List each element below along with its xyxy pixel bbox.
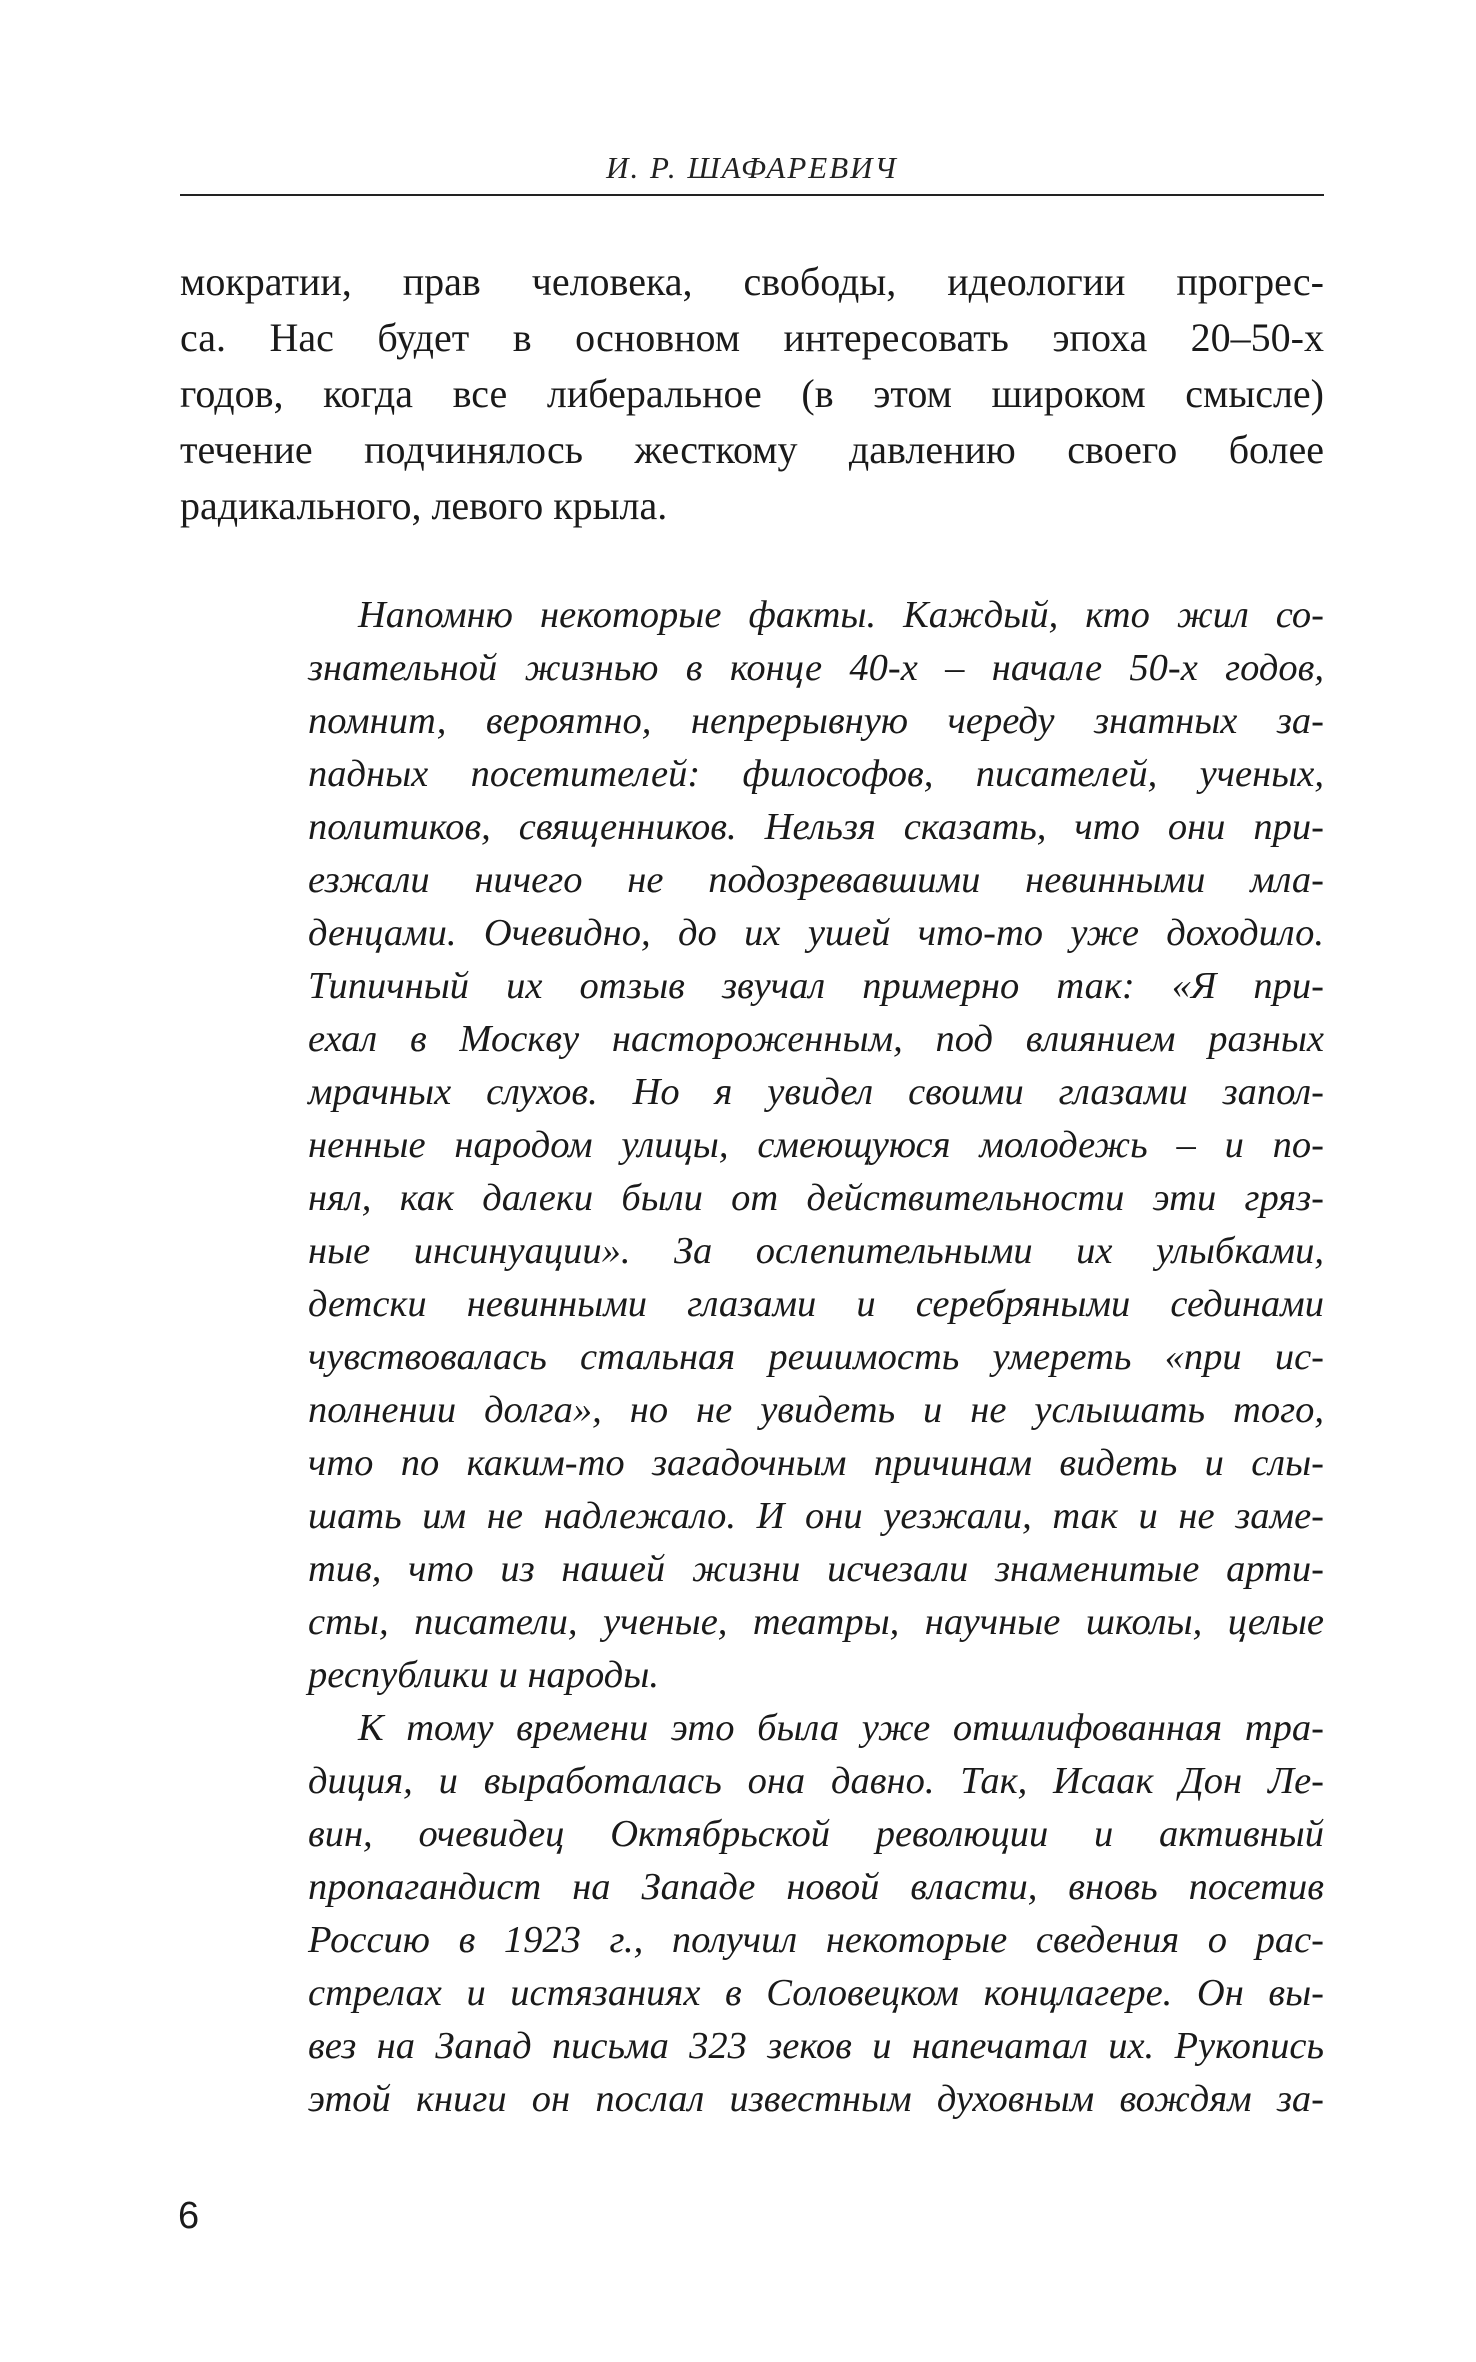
text-line: Россию в 1923 г., получил некоторые сведения о рас- <box>308 1919 1324 1961</box>
text-line: К тому времени это была уже отшлифованная тра- <box>358 1707 1324 1749</box>
text-line: сты, писатели, ученые, театры, научные школы, целые <box>308 1601 1324 1643</box>
text-line: мрачных слухов. Но я увидел своими глазами запол- <box>308 1071 1324 1113</box>
text-line: пропагандист на Западе новой власти, вновь посетив <box>308 1866 1324 1908</box>
text-line: денцами. Очевидно, до их ушей что-то уже доходило. <box>308 912 1324 954</box>
text-line: вин, очевидец Октябрьской революции и активный <box>308 1813 1324 1855</box>
text-line: езжали ничего не подозревавшими невинными мла- <box>308 859 1324 901</box>
text-line: са. Нас будет в основном интересовать эпоха 20–50-х <box>180 315 1324 360</box>
text-line: стрелах и истязаниях в Соловецком концлагере. Он вы- <box>308 1972 1324 2014</box>
text-line: мократии, прав человека, свободы, идеологии прогрес- <box>180 259 1324 304</box>
text-line: падных посетителей: философов, писателей, ученых, <box>308 753 1324 795</box>
text-line: республики и народы. <box>308 1654 659 1696</box>
text-line: Типичный их отзыв звучал примерно так: «Я при- <box>308 965 1324 1007</box>
text-line: политиков, священников. Нельзя сказать, что они при- <box>308 806 1324 848</box>
page-number: 6 <box>178 2195 200 2237</box>
text-line: нял, как далеки были от действительности эти гряз- <box>308 1177 1324 1219</box>
text-line: диция, и выработалась она давно. Так, Исаак Дон Ле- <box>308 1760 1324 1802</box>
text-line: годов, когда все либеральное (в этом широком смысле) <box>180 371 1324 416</box>
text-line: течение подчинялось жесткому давлению своего более <box>180 427 1324 472</box>
text-line: помнит, вероятно, непрерывную череду знатных за- <box>308 700 1324 742</box>
text-line: знательной жизнью в конце 40-х – начале 50-х годов, <box>308 647 1324 689</box>
running-head: И. Р. ШАФАРЕВИЧ <box>606 150 898 185</box>
header-rule <box>180 194 1324 196</box>
text-line: полнении долга», но не увидеть и не услышать того, <box>308 1389 1324 1431</box>
text-line: радикального, левого крыла. <box>180 483 668 528</box>
text-line: ехал в Москву настороженным, под влиянием разных <box>308 1018 1324 1060</box>
text-line: шать им не надлежало. И они уезжали, так и не заме- <box>308 1495 1324 1537</box>
text-line: что по каким-то загадочным причинам видеть и слы- <box>308 1442 1324 1484</box>
text-line: детски невинными глазами и серебряными сединами <box>308 1283 1324 1325</box>
text-line: ненные народом улицы, смеющуюся молодежь – и по- <box>308 1124 1324 1166</box>
text-line: тив, что из нашей жизни исчезали знаменитые арти- <box>308 1548 1324 1590</box>
text-line: Напомню некоторые факты. Каждый, кто жил со- <box>358 594 1324 636</box>
text-line: этой книги он послал известным духовным вождям за- <box>308 2078 1324 2120</box>
text-line: ные инсинуации». За ослепительными их улыбками, <box>308 1230 1324 1272</box>
text-line: чувствовалась стальная решимость умереть «при ис- <box>308 1336 1324 1378</box>
text-line: вез на Запад письма 323 зеков и напечатал их. Рукопись <box>308 2025 1324 2067</box>
